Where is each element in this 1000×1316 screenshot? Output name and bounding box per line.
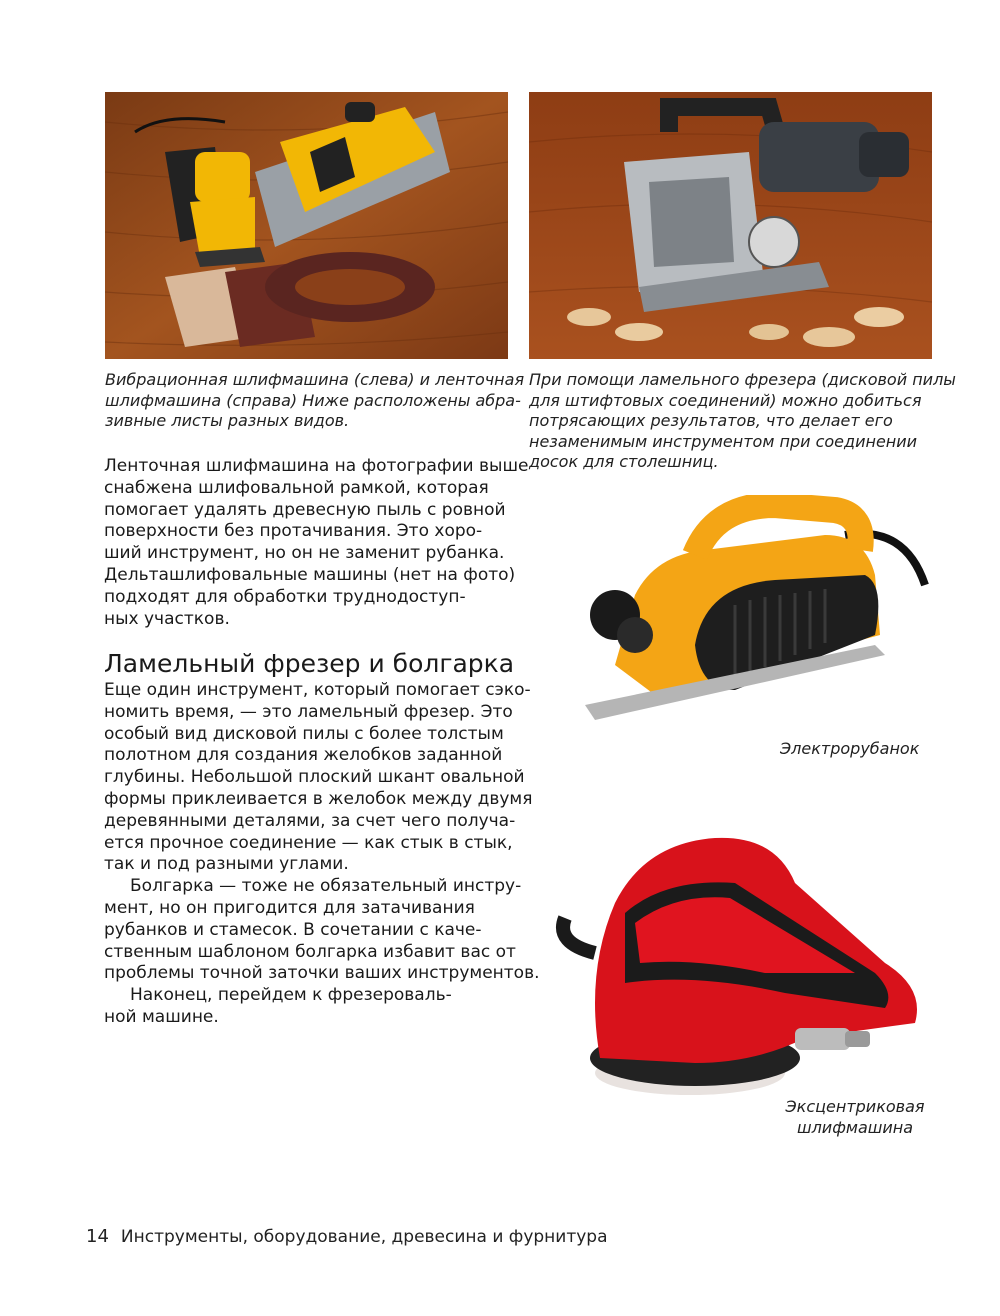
planer-caption: Электрорубанок <box>780 739 920 758</box>
text-line: ется прочное соединение — как стык в стык, <box>104 832 513 853</box>
text-line: подходят для обработки труднодоступ- <box>104 586 466 607</box>
caption-line: незаменимым инструментом при соединении <box>529 431 918 451</box>
caption-line: потрясающих результатов, что делает его <box>529 411 893 430</box>
text-line: особый вид дисковой пилы с более толстым <box>104 723 504 744</box>
text-line: ной машине. <box>104 1006 219 1027</box>
text-line: Ленточная шлифмашина на фотографии выше <box>104 456 529 476</box>
caption-line: для штифтовых соединений) можно добиться <box>529 390 922 410</box>
text-line: так и под разными углами. <box>104 854 349 875</box>
caption-line: Эксцентриковая <box>785 1097 925 1116</box>
text-line: формы приклеивается в желобок между двумя <box>104 788 533 809</box>
running-title: Инструменты, оборудование, древесина и фурнитура <box>120 1227 608 1247</box>
text-line: поверхности без протачивания. Это хоро- <box>104 521 483 542</box>
caption-line: зивные листы разных видов. <box>105 411 350 430</box>
text-line: рубанков и стамесок. В сочетании с каче- <box>104 919 482 940</box>
text-line: мент, но он пригодится для затачивания <box>104 897 475 918</box>
page-footer <box>86 1226 608 1248</box>
caption-line: При помощи ламельного фрезера (дисковой пилы <box>529 370 956 389</box>
orbital-sander-caption <box>770 1097 940 1138</box>
text-line: Еще один инструмент, который помогает сэко- <box>104 680 531 700</box>
text-line: деревянными деталями, за счет чего получа- <box>104 810 516 831</box>
text-line: снабжена шлифовальной рамкой, которая <box>104 477 489 498</box>
section-body <box>104 680 540 1029</box>
orbital-sander-image <box>555 823 930 1103</box>
text-line: номить время, — это ламельный фрезер. Это <box>104 701 513 722</box>
caption-line: шлифмашина <box>796 1117 914 1137</box>
text-line: Наконец, перейдем к фрезероваль- <box>130 985 452 1006</box>
intro-paragraph <box>104 456 528 630</box>
text-line: полотном для создания желобков заданной <box>104 745 503 766</box>
text-line: ных участков. <box>104 608 230 629</box>
caption-line: шлифмашина (справа) Ниже расположены абра- <box>105 390 521 410</box>
text-line: глубины. Небольшой плоский шкант овальной <box>104 767 525 788</box>
section-heading: Ламельный фрезер и болгарка <box>104 649 515 678</box>
caption-line: досок для столешниц. <box>529 452 719 471</box>
biscuit-joiner-photo <box>529 92 932 359</box>
sanders-photo <box>105 92 508 359</box>
text-line: помогает удалять древесную пыль с ровной <box>104 499 506 520</box>
text-line: Дельташлифовальные машины (нет на фото) <box>104 564 516 585</box>
text-line: ственным шаблоном болгарка избавит вас от <box>104 941 516 962</box>
text-line: Болгарка — тоже не обязательный инстру- <box>130 876 522 897</box>
text-line: ший инструмент, но он не заменит рубанка. <box>104 543 505 564</box>
sanders-caption <box>105 370 524 432</box>
page-number: 14 <box>86 1226 109 1247</box>
caption-line: Вибрационная шлифмашина (слева) и ленточная <box>105 370 525 389</box>
biscuit-joiner-caption <box>529 370 956 473</box>
text-line: проблемы точной заточки ваших инструментов. <box>104 963 540 984</box>
planer-image <box>575 495 935 740</box>
